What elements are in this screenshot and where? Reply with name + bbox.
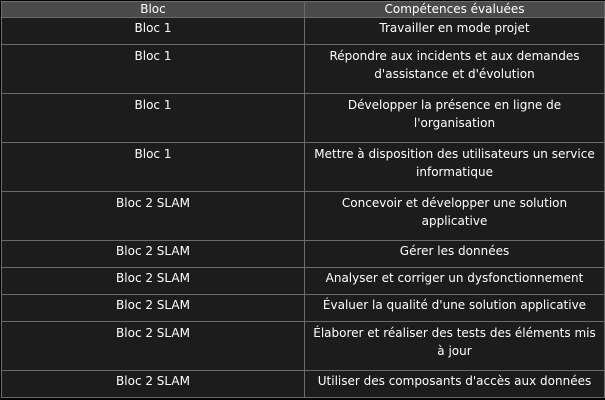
- competence-cell: Analyser et corriger un dysfonctionnement: [305, 268, 605, 295]
- table-row: [2, 143, 605, 192]
- competence-cell: Évaluer la qualité d'une solution applicative: [305, 295, 605, 322]
- table-row: [2, 192, 605, 241]
- bloc-cell: Bloc 2 SLAM: [2, 371, 305, 398]
- bloc-cell: Bloc 2 SLAM: [2, 322, 305, 371]
- bloc-cell: Bloc 1: [2, 94, 305, 143]
- bloc-cell: Bloc 2 SLAM: [2, 241, 305, 268]
- table-row: [2, 295, 605, 322]
- column-header-bloc: Bloc: [2, 2, 305, 18]
- competence-cell: Élaborer et réaliser des tests des éléments mis à jour: [305, 322, 605, 371]
- table-row: [2, 371, 605, 398]
- competences-table: [1, 1, 605, 398]
- table-row: [2, 18, 605, 45]
- bloc-cell: Bloc 2 SLAM: [2, 295, 305, 322]
- competence-cell: Répondre aux incidents et aux demandes d'assistance et d'évolution: [305, 45, 605, 94]
- bloc-cell: Bloc 1: [2, 143, 305, 192]
- table-header: [2, 2, 605, 18]
- table-row: [2, 241, 605, 268]
- competence-cell: Travailler en mode projet: [305, 18, 605, 45]
- bloc-cell: Bloc 2 SLAM: [2, 192, 305, 241]
- column-header-competences: Compétences évaluées: [305, 2, 605, 18]
- table-row: [2, 268, 605, 295]
- bloc-cell: Bloc 1: [2, 18, 305, 45]
- competence-cell: Mettre à disposition des utilisateurs un service informatique: [305, 143, 605, 192]
- competence-cell: Développer la présence en ligne de l'organisation: [305, 94, 605, 143]
- table-row: [2, 94, 605, 143]
- competence-cell: Gérer les données: [305, 241, 605, 268]
- table-row: [2, 322, 605, 371]
- competence-cell: Concevoir et développer une solution applicative: [305, 192, 605, 241]
- table-body: [2, 18, 605, 398]
- header-row: [2, 2, 605, 18]
- table-row: [2, 45, 605, 94]
- bloc-cell: Bloc 1: [2, 45, 305, 94]
- competence-cell: Utiliser des composants d'accès aux données: [305, 371, 605, 398]
- bloc-cell: Bloc 2 SLAM: [2, 268, 305, 295]
